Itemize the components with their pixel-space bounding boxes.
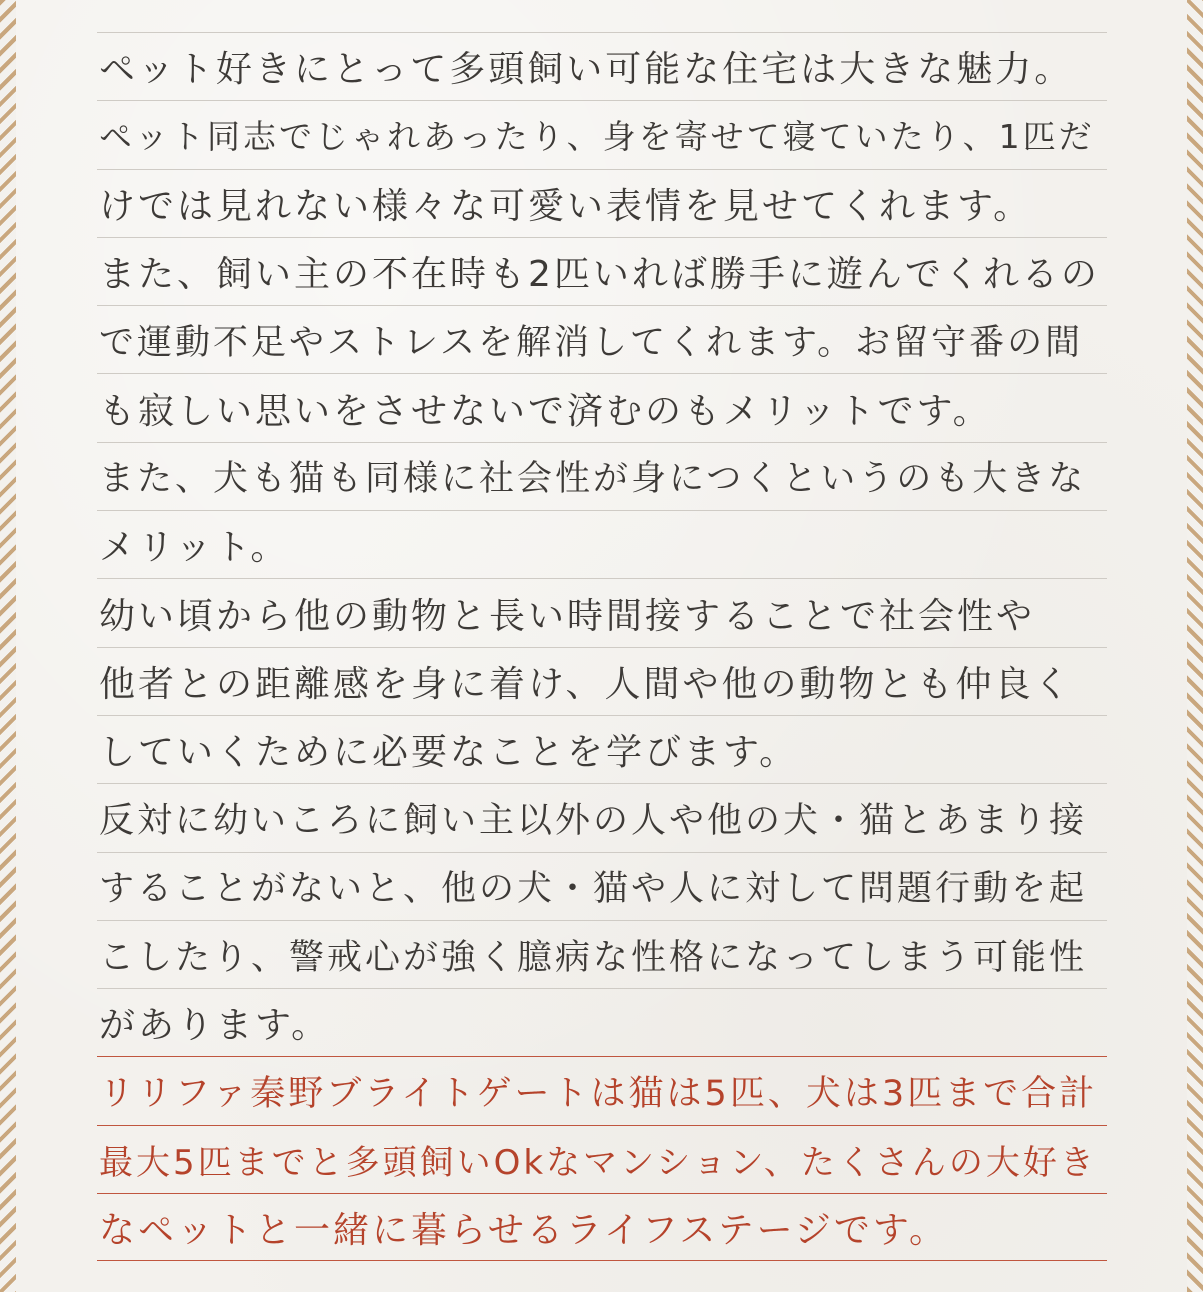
highlight-text-line: なペットと一緒に暮らせるライフステージです。 bbox=[97, 1193, 1107, 1261]
text-line: も寂しい思いをさせないで済むのもメリットです。 bbox=[97, 373, 1107, 441]
text-line: 反対に幼いころに飼い主以外の人や他の犬・猫とあまり接 bbox=[97, 783, 1107, 851]
handwritten-text-block bbox=[97, 32, 1107, 1261]
right-striped-border bbox=[1187, 0, 1203, 1292]
text-line: で運動不足やストレスを解消してくれます。お留守番の間 bbox=[97, 305, 1107, 373]
highlight-text-line: 最大5匹までと多頭飼いOkなマンション、たくさんの大好き bbox=[97, 1125, 1107, 1193]
text-line: ペット同志でじゃれあったり、身を寄せて寝ていたり、1匹だ bbox=[97, 100, 1107, 168]
text-line: こしたり、警戒心が強く臆病な性格になってしまう可能性 bbox=[97, 920, 1107, 988]
text-line: 幼い頃から他の動物と長い時間接することで社会性や bbox=[97, 578, 1107, 646]
text-line: ペット好きにとって多頭飼い可能な住宅は大きな魅力。 bbox=[97, 32, 1107, 100]
text-line: していくために必要なことを学びます。 bbox=[97, 715, 1107, 783]
text-line: メリット。 bbox=[97, 510, 1107, 578]
text-line: することがないと、他の犬・猫や人に対して問題行動を起 bbox=[97, 852, 1107, 920]
highlight-text-line: リリファ秦野ブライトゲートは猫は5匹、犬は3匹まで合計 bbox=[97, 1056, 1107, 1124]
text-line: があります。 bbox=[97, 988, 1107, 1056]
text-line: また、飼い主の不在時も2匹いれば勝手に遊んでくれるの bbox=[97, 237, 1107, 305]
text-line: けでは見れない様々な可愛い表情を見せてくれます。 bbox=[97, 169, 1107, 237]
left-striped-border bbox=[0, 0, 16, 1292]
text-line: 他者との距離感を身に着け、人間や他の動物とも仲良く bbox=[97, 647, 1107, 715]
text-line: また、犬も猫も同様に社会性が身につくというのも大きな bbox=[97, 442, 1107, 510]
